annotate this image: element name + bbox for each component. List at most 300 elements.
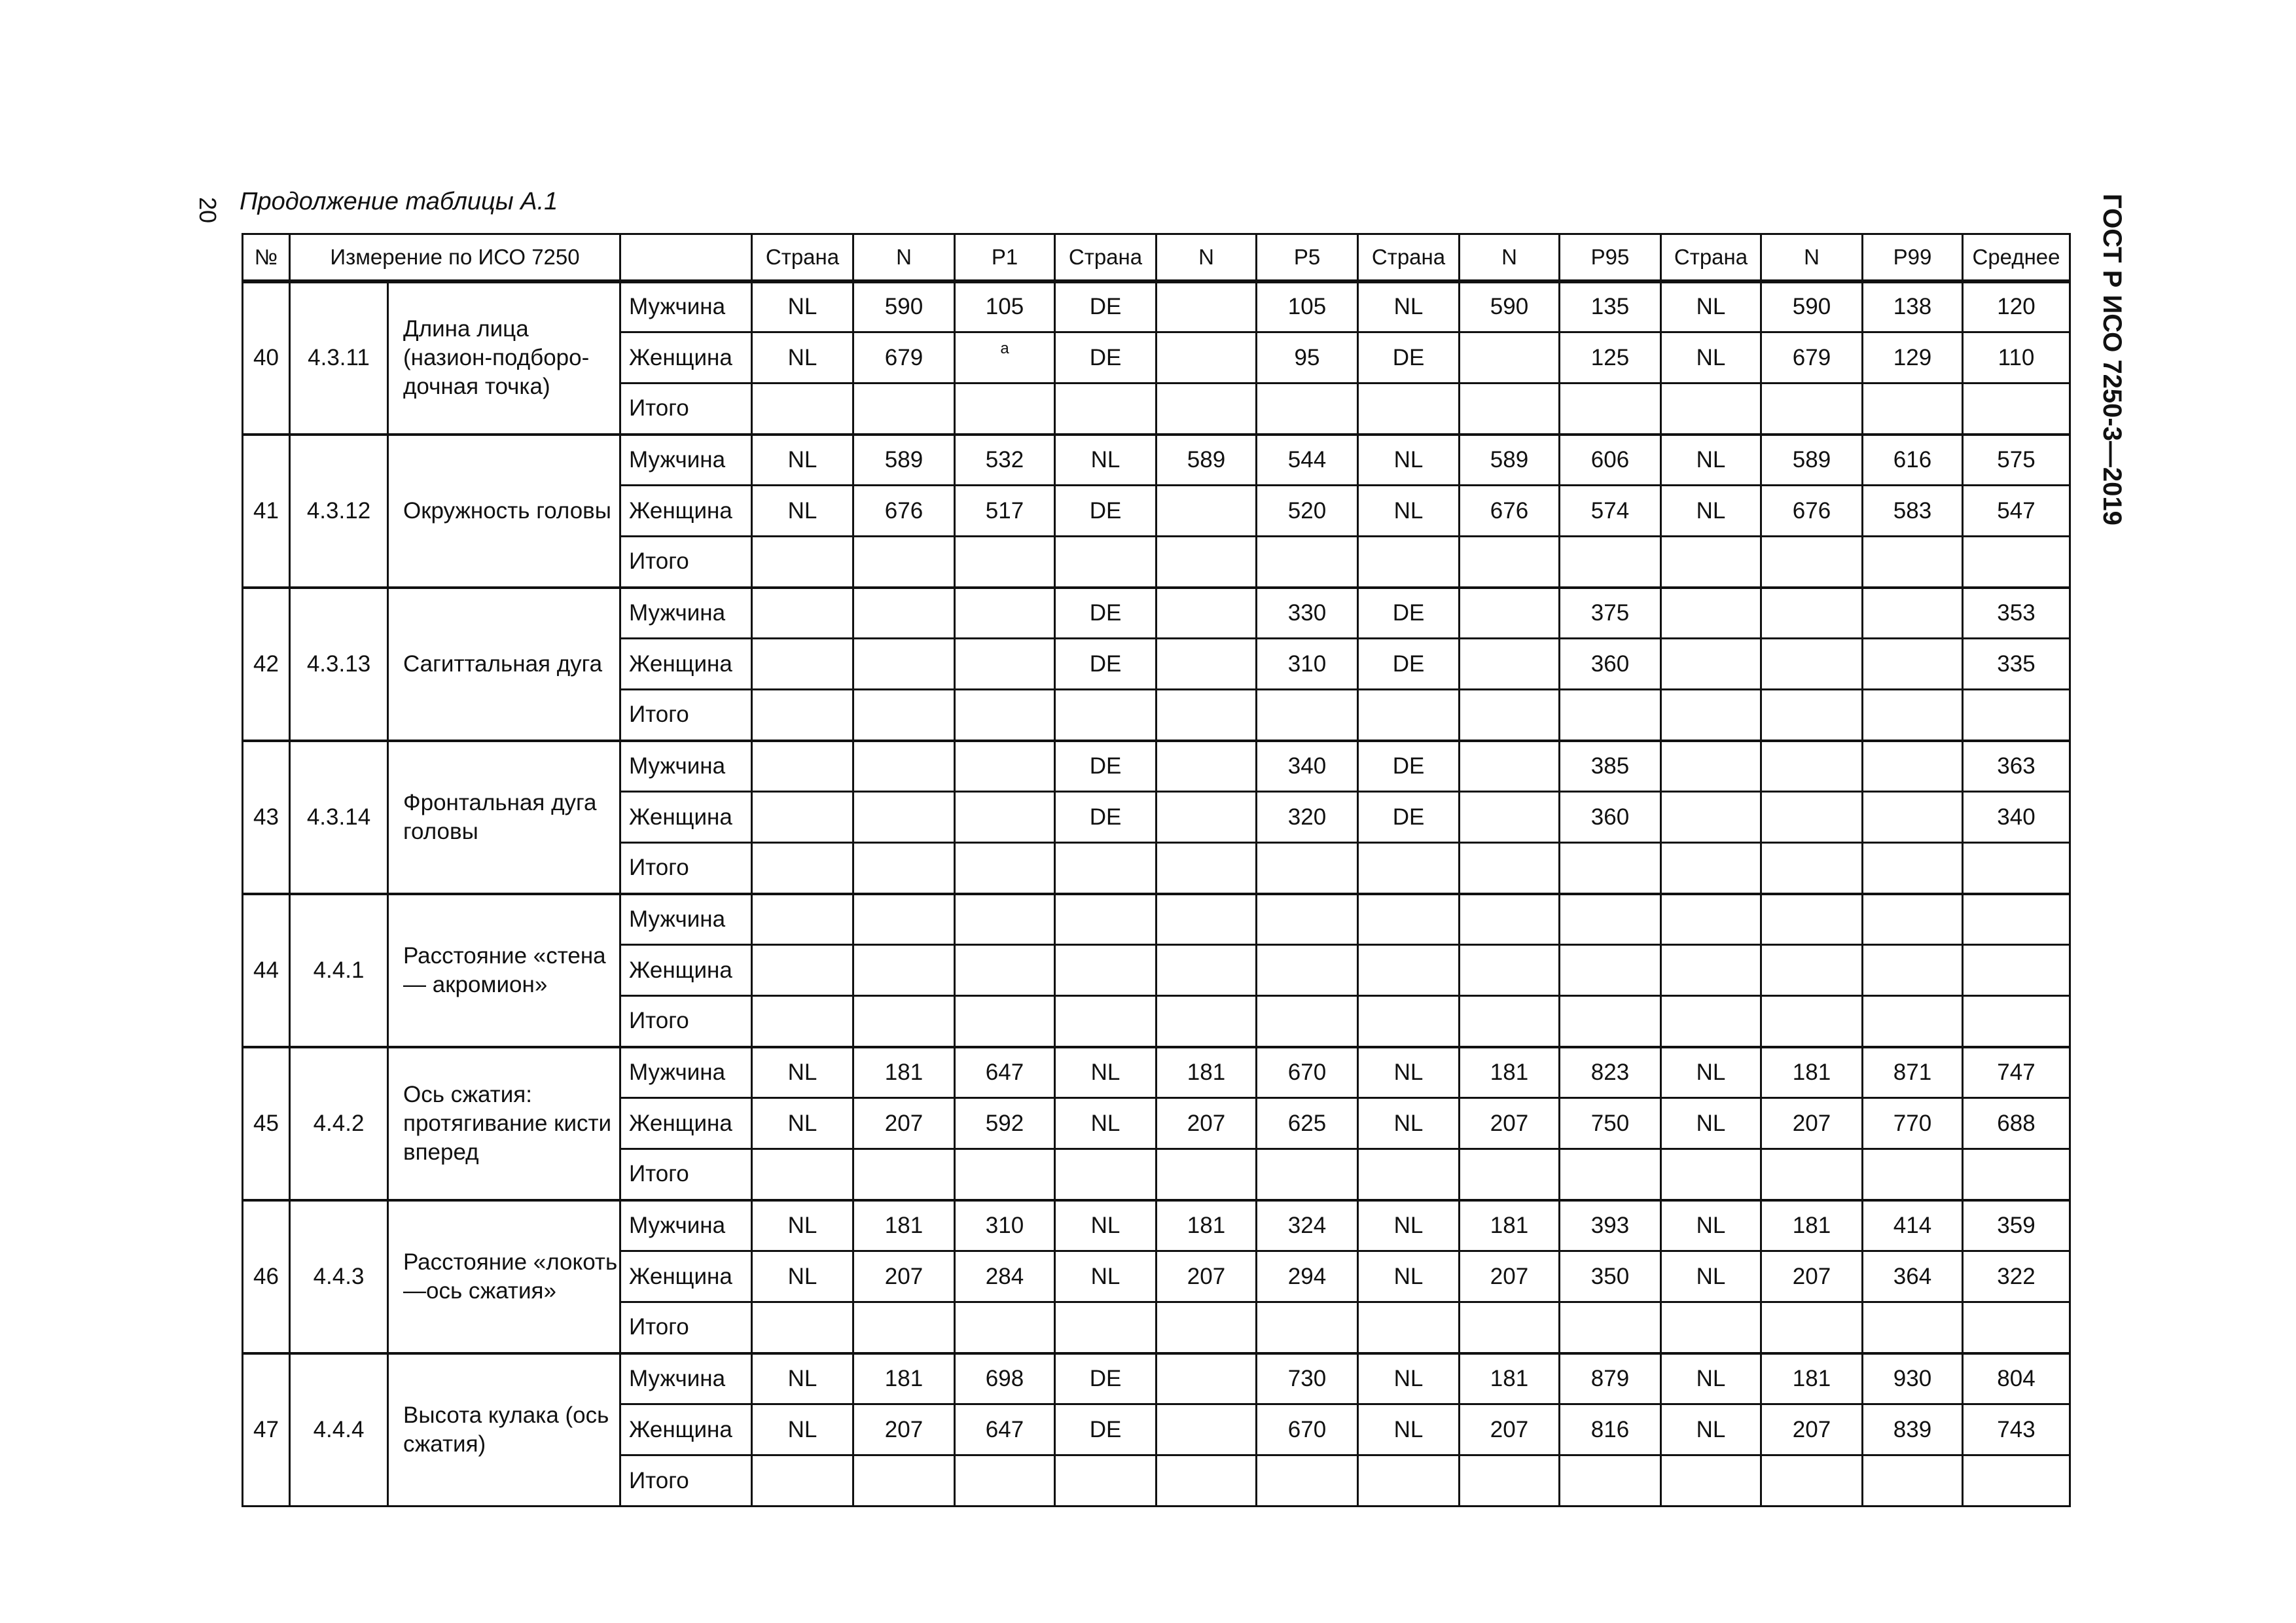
country-p95-cell: DE	[1358, 588, 1460, 639]
p5-cell	[1257, 537, 1358, 588]
p95-cell: 816	[1560, 1404, 1661, 1455]
sex-cell: Женщина	[620, 1098, 752, 1149]
n-p95-cell	[1460, 945, 1560, 996]
n-p95-cell: 207	[1460, 1098, 1560, 1149]
n-p95-cell	[1460, 1149, 1560, 1200]
n-p5-cell	[1157, 1353, 1257, 1404]
country-p95-cell: NL	[1358, 1200, 1460, 1251]
header-country-p95: Страна	[1358, 234, 1460, 281]
n-p5-cell	[1157, 996, 1257, 1047]
sex-cell: Итого	[620, 537, 752, 588]
n-p99-cell: 590	[1761, 281, 1863, 332]
p1-cell	[955, 996, 1055, 1047]
p99-cell: 616	[1863, 435, 1963, 486]
p95-cell	[1560, 1302, 1661, 1353]
mean-cell: 547	[1963, 486, 2070, 537]
country-p99-cell	[1661, 792, 1761, 843]
mean-cell	[1963, 1149, 2070, 1200]
table-row	[243, 741, 2070, 792]
p95-cell: 574	[1560, 486, 1661, 537]
n-p95-cell	[1460, 588, 1560, 639]
mean-cell	[1963, 537, 2070, 588]
country-p95-cell: DE	[1358, 332, 1460, 383]
table-row	[243, 435, 2070, 486]
p99-cell	[1863, 690, 1963, 741]
mean-cell: 743	[1963, 1404, 2070, 1455]
n-p5-cell	[1157, 332, 1257, 383]
mean-cell: 363	[1963, 741, 2070, 792]
p1-cell	[955, 1455, 1055, 1507]
n-p99-cell	[1761, 996, 1863, 1047]
p99-cell	[1863, 945, 1963, 996]
p5-cell	[1257, 1149, 1358, 1200]
n-p5-cell: 589	[1157, 435, 1257, 486]
country-p95-cell	[1358, 996, 1460, 1047]
p5-cell: 625	[1257, 1098, 1358, 1149]
row-number-cell: 43	[243, 741, 290, 894]
table-row	[243, 281, 2070, 332]
table-caption: Продолжение таблицы А.1	[240, 188, 558, 215]
n-p5-cell	[1157, 690, 1257, 741]
n-p5-cell: 181	[1157, 1200, 1257, 1251]
n-p99-cell: 679	[1761, 332, 1863, 383]
n-p99-cell	[1761, 383, 1863, 435]
sex-cell: Женщина	[620, 1251, 752, 1302]
country-p5-cell: DE	[1055, 1353, 1157, 1404]
header-n-p1: N	[853, 234, 955, 281]
n-p95-cell	[1460, 843, 1560, 894]
n-p99-cell	[1761, 588, 1863, 639]
p1-cell	[955, 690, 1055, 741]
country-p1-cell	[752, 741, 853, 792]
n-p99-cell	[1761, 1302, 1863, 1353]
header-number: №	[243, 234, 290, 281]
measurement-group	[243, 1353, 2070, 1507]
p1-cell: 105	[955, 281, 1055, 332]
sex-cell: Мужчина	[620, 588, 752, 639]
n-p1-cell	[853, 945, 955, 996]
n-p1-cell: 207	[853, 1404, 955, 1455]
n-p95-cell	[1460, 792, 1560, 843]
mean-cell: 359	[1963, 1200, 2070, 1251]
sex-cell: Итого	[620, 996, 752, 1047]
iso-code-cell: 4.3.11	[290, 281, 388, 435]
n-p95-cell	[1460, 996, 1560, 1047]
country-p99-cell: NL	[1661, 1251, 1761, 1302]
measurement-name-cell: Длина лица (назион-подборо-дочная точка)	[388, 281, 620, 435]
country-p99-cell	[1661, 639, 1761, 690]
sex-cell: Женщина	[620, 1404, 752, 1455]
measurement-name-cell: Сагиттальная дуга	[388, 588, 620, 741]
p1-cell: 592	[955, 1098, 1055, 1149]
measurement-group	[243, 435, 2070, 588]
measurement-name-cell: Расстояние «локоть—ось сжатия»	[388, 1200, 620, 1353]
p95-cell	[1560, 1149, 1661, 1200]
country-p99-cell: NL	[1661, 1047, 1761, 1098]
mean-cell	[1963, 383, 2070, 435]
n-p5-cell	[1157, 588, 1257, 639]
country-p99-cell	[1661, 945, 1761, 996]
p95-cell: 360	[1560, 639, 1661, 690]
n-p1-cell	[853, 843, 955, 894]
n-p1-cell	[853, 792, 955, 843]
p5-cell: 310	[1257, 639, 1358, 690]
measurement-group	[243, 588, 2070, 741]
n-p99-cell	[1761, 792, 1863, 843]
header-p1: P1	[955, 234, 1055, 281]
p95-cell	[1560, 537, 1661, 588]
n-p1-cell	[853, 741, 955, 792]
country-p5-cell: NL	[1055, 1251, 1157, 1302]
n-p1-cell	[853, 1302, 955, 1353]
p99-cell: 364	[1863, 1251, 1963, 1302]
n-p95-cell	[1460, 332, 1560, 383]
n-p95-cell: 676	[1460, 486, 1560, 537]
country-p99-cell: NL	[1661, 1404, 1761, 1455]
measurement-name-cell: Расстояние «стена— акромион»	[388, 894, 620, 1047]
iso-code-cell: 4.3.14	[290, 741, 388, 894]
country-p1-cell	[752, 894, 853, 945]
country-p5-cell: DE	[1055, 588, 1157, 639]
country-p5-cell: DE	[1055, 281, 1157, 332]
mean-cell: 804	[1963, 1353, 2070, 1404]
p99-cell: 839	[1863, 1404, 1963, 1455]
n-p5-cell	[1157, 1455, 1257, 1507]
p99-cell	[1863, 1149, 1963, 1200]
p5-cell: 294	[1257, 1251, 1358, 1302]
mean-cell: 110	[1963, 332, 2070, 383]
country-p1-cell: NL	[752, 281, 853, 332]
p5-cell	[1257, 996, 1358, 1047]
header-country-p5: Страна	[1055, 234, 1157, 281]
p95-cell: 750	[1560, 1098, 1661, 1149]
n-p1-cell: 181	[853, 1353, 955, 1404]
p5-cell: 670	[1257, 1404, 1358, 1455]
country-p95-cell	[1358, 1302, 1460, 1353]
country-p1-cell: NL	[752, 1353, 853, 1404]
country-p99-cell	[1661, 383, 1761, 435]
country-p99-cell: NL	[1661, 281, 1761, 332]
n-p99-cell: 181	[1761, 1353, 1863, 1404]
n-p5-cell: 181	[1157, 1047, 1257, 1098]
n-p1-cell: 207	[853, 1098, 955, 1149]
country-p1-cell	[752, 945, 853, 996]
n-p95-cell	[1460, 537, 1560, 588]
country-p95-cell	[1358, 843, 1460, 894]
n-p5-cell: 207	[1157, 1098, 1257, 1149]
country-p1-cell	[752, 588, 853, 639]
table-row	[243, 1353, 2070, 1404]
p5-cell: 670	[1257, 1047, 1358, 1098]
row-number-cell: 47	[243, 1353, 290, 1507]
sex-cell: Мужчина	[620, 281, 752, 332]
header-n-p99: N	[1761, 234, 1863, 281]
p95-cell	[1560, 945, 1661, 996]
country-p5-cell	[1055, 894, 1157, 945]
n-p1-cell	[853, 537, 955, 588]
n-p95-cell	[1460, 741, 1560, 792]
mean-cell	[1963, 1302, 2070, 1353]
n-p95-cell	[1460, 1455, 1560, 1507]
table-row	[243, 1047, 2070, 1098]
p1-cell	[955, 741, 1055, 792]
country-p95-cell: NL	[1358, 281, 1460, 332]
n-p1-cell: 590	[853, 281, 955, 332]
p95-cell: 879	[1560, 1353, 1661, 1404]
p1-cell: 517	[955, 486, 1055, 537]
table-row	[243, 894, 2070, 945]
p99-cell: 414	[1863, 1200, 1963, 1251]
mean-cell: 322	[1963, 1251, 2070, 1302]
n-p99-cell	[1761, 1149, 1863, 1200]
measurement-group	[243, 1047, 2070, 1200]
n-p5-cell	[1157, 1302, 1257, 1353]
p99-cell: 138	[1863, 281, 1963, 332]
n-p1-cell	[853, 383, 955, 435]
n-p1-cell	[853, 588, 955, 639]
measurement-name-cell: Высота кулака (ось сжатия)	[388, 1353, 620, 1507]
country-p95-cell: NL	[1358, 1404, 1460, 1455]
p5-cell: 544	[1257, 435, 1358, 486]
p95-cell: 823	[1560, 1047, 1661, 1098]
country-p1-cell	[752, 1455, 853, 1507]
n-p1-cell: 181	[853, 1200, 955, 1251]
n-p95-cell: 589	[1460, 435, 1560, 486]
p1-cell: 532	[955, 435, 1055, 486]
n-p99-cell	[1761, 690, 1863, 741]
measurement-group	[243, 281, 2070, 435]
p1-cell	[955, 383, 1055, 435]
row-number-cell: 44	[243, 894, 290, 1047]
country-p5-cell	[1055, 945, 1157, 996]
mean-cell: 120	[1963, 281, 2070, 332]
country-p5-cell: NL	[1055, 1200, 1157, 1251]
n-p1-cell	[853, 1455, 955, 1507]
header-p99: P99	[1863, 234, 1963, 281]
mean-cell	[1963, 945, 2070, 996]
country-p5-cell: NL	[1055, 1098, 1157, 1149]
p5-cell	[1257, 690, 1358, 741]
p99-cell: 770	[1863, 1098, 1963, 1149]
n-p5-cell	[1157, 843, 1257, 894]
n-p5-cell	[1157, 281, 1257, 332]
country-p5-cell: DE	[1055, 486, 1157, 537]
p99-cell	[1863, 1302, 1963, 1353]
header-country-p1: Страна	[752, 234, 853, 281]
p95-cell: 385	[1560, 741, 1661, 792]
p99-cell: 871	[1863, 1047, 1963, 1098]
n-p5-cell	[1157, 486, 1257, 537]
p1-cell: 647	[955, 1404, 1055, 1455]
country-p5-cell: DE	[1055, 332, 1157, 383]
mean-cell	[1963, 996, 2070, 1047]
n-p99-cell	[1761, 741, 1863, 792]
country-p1-cell	[752, 639, 853, 690]
measurement-name-cell: Фронтальная дуга головы	[388, 741, 620, 894]
p5-cell: 340	[1257, 741, 1358, 792]
p1-cell: 284	[955, 1251, 1055, 1302]
country-p1-cell: NL	[752, 332, 853, 383]
p1-cell	[955, 792, 1055, 843]
document-code: ГОСТ Р ИСО 7250-3—2019	[2098, 194, 2126, 526]
country-p95-cell: DE	[1358, 741, 1460, 792]
country-p99-cell: NL	[1661, 1200, 1761, 1251]
country-p5-cell: DE	[1055, 741, 1157, 792]
iso-code-cell: 4.4.4	[290, 1353, 388, 1507]
p1-cell	[955, 639, 1055, 690]
country-p95-cell	[1358, 1455, 1460, 1507]
mean-cell: 335	[1963, 639, 2070, 690]
n-p99-cell	[1761, 894, 1863, 945]
country-p99-cell	[1661, 588, 1761, 639]
measurement-name-cell: Окружность головы	[388, 435, 620, 588]
p5-cell	[1257, 1455, 1358, 1507]
country-p99-cell	[1661, 690, 1761, 741]
n-p1-cell: 589	[853, 435, 955, 486]
anthropometric-table	[242, 233, 2071, 1507]
country-p99-cell	[1661, 1455, 1761, 1507]
country-p5-cell: NL	[1055, 1047, 1157, 1098]
n-p1-cell: 181	[853, 1047, 955, 1098]
country-p5-cell	[1055, 1149, 1157, 1200]
mean-cell: 353	[1963, 588, 2070, 639]
p99-cell: 129	[1863, 332, 1963, 383]
p5-cell: 730	[1257, 1353, 1358, 1404]
p1-cell	[955, 588, 1055, 639]
p1-cell	[955, 537, 1055, 588]
country-p95-cell	[1358, 1149, 1460, 1200]
country-p99-cell: NL	[1661, 1353, 1761, 1404]
country-p95-cell	[1358, 690, 1460, 741]
p95-cell	[1560, 894, 1661, 945]
country-p95-cell	[1358, 945, 1460, 996]
country-p99-cell: NL	[1661, 486, 1761, 537]
mean-cell	[1963, 894, 2070, 945]
measurement-group	[243, 1200, 2070, 1353]
p5-cell	[1257, 843, 1358, 894]
country-p1-cell	[752, 792, 853, 843]
p99-cell	[1863, 383, 1963, 435]
p95-cell	[1560, 996, 1661, 1047]
sex-cell: Женщина	[620, 945, 752, 996]
p99-cell	[1863, 1455, 1963, 1507]
p5-cell: 320	[1257, 792, 1358, 843]
p5-cell	[1257, 383, 1358, 435]
p5-cell: 105	[1257, 281, 1358, 332]
country-p1-cell: NL	[752, 1098, 853, 1149]
sex-cell: Итого	[620, 1302, 752, 1353]
n-p95-cell: 207	[1460, 1404, 1560, 1455]
country-p99-cell	[1661, 843, 1761, 894]
n-p1-cell	[853, 639, 955, 690]
mean-cell	[1963, 1455, 2070, 1507]
p5-cell: 330	[1257, 588, 1358, 639]
p95-cell: 606	[1560, 435, 1661, 486]
country-p1-cell	[752, 996, 853, 1047]
n-p1-cell: 207	[853, 1251, 955, 1302]
p5-cell	[1257, 894, 1358, 945]
n-p5-cell	[1157, 639, 1257, 690]
row-number-cell: 42	[243, 588, 290, 741]
n-p95-cell	[1460, 690, 1560, 741]
n-p5-cell	[1157, 1404, 1257, 1455]
country-p95-cell: DE	[1358, 639, 1460, 690]
header-p5: P5	[1257, 234, 1358, 281]
p95-cell: 393	[1560, 1200, 1661, 1251]
p95-cell	[1560, 690, 1661, 741]
iso-code-cell: 4.4.1	[290, 894, 388, 1047]
p5-cell	[1257, 945, 1358, 996]
country-p1-cell: NL	[752, 486, 853, 537]
sex-cell: Женщина	[620, 792, 752, 843]
p95-cell: 125	[1560, 332, 1661, 383]
country-p1-cell	[752, 1149, 853, 1200]
row-number-cell: 41	[243, 435, 290, 588]
header-p95: P95	[1560, 234, 1661, 281]
n-p95-cell: 181	[1460, 1353, 1560, 1404]
n-p95-cell: 181	[1460, 1200, 1560, 1251]
n-p99-cell	[1761, 537, 1863, 588]
iso-code-cell: 4.4.2	[290, 1047, 388, 1200]
country-p1-cell: NL	[752, 1404, 853, 1455]
n-p5-cell	[1157, 792, 1257, 843]
country-p1-cell	[752, 690, 853, 741]
iso-code-cell: 4.4.3	[290, 1200, 388, 1353]
n-p99-cell	[1761, 843, 1863, 894]
p99-cell	[1863, 639, 1963, 690]
p1-cell: 647	[955, 1047, 1055, 1098]
country-p95-cell: NL	[1358, 435, 1460, 486]
country-p99-cell: NL	[1661, 1098, 1761, 1149]
sex-cell: Итого	[620, 383, 752, 435]
p1-cell: a	[955, 332, 1055, 383]
n-p99-cell: 181	[1761, 1047, 1863, 1098]
country-p99-cell	[1661, 1302, 1761, 1353]
p1-cell	[955, 1149, 1055, 1200]
n-p99-cell: 676	[1761, 486, 1863, 537]
sex-cell: Мужчина	[620, 894, 752, 945]
measurement-group	[243, 741, 2070, 894]
p1-cell	[955, 894, 1055, 945]
header-n-p5: N	[1157, 234, 1257, 281]
sex-cell: Мужчина	[620, 1047, 752, 1098]
p99-cell	[1863, 894, 1963, 945]
mean-cell: 575	[1963, 435, 2070, 486]
country-p1-cell	[752, 383, 853, 435]
mean-cell: 340	[1963, 792, 2070, 843]
country-p5-cell	[1055, 1302, 1157, 1353]
n-p99-cell	[1761, 639, 1863, 690]
sex-cell: Мужчина	[620, 741, 752, 792]
n-p5-cell	[1157, 383, 1257, 435]
country-p5-cell	[1055, 843, 1157, 894]
p1-cell: 310	[955, 1200, 1055, 1251]
table-row	[243, 588, 2070, 639]
row-number-cell: 45	[243, 1047, 290, 1200]
n-p5-cell	[1157, 741, 1257, 792]
row-number-cell: 40	[243, 281, 290, 435]
p99-cell: 583	[1863, 486, 1963, 537]
country-p95-cell	[1358, 383, 1460, 435]
country-p1-cell	[752, 1302, 853, 1353]
n-p95-cell: 207	[1460, 1251, 1560, 1302]
country-p5-cell: DE	[1055, 792, 1157, 843]
measurement-group	[243, 894, 2070, 1047]
n-p99-cell	[1761, 1455, 1863, 1507]
country-p5-cell	[1055, 383, 1157, 435]
measurement-name-cell: Ось сжатия: протягивание кисти вперед	[388, 1047, 620, 1200]
p99-cell	[1863, 741, 1963, 792]
